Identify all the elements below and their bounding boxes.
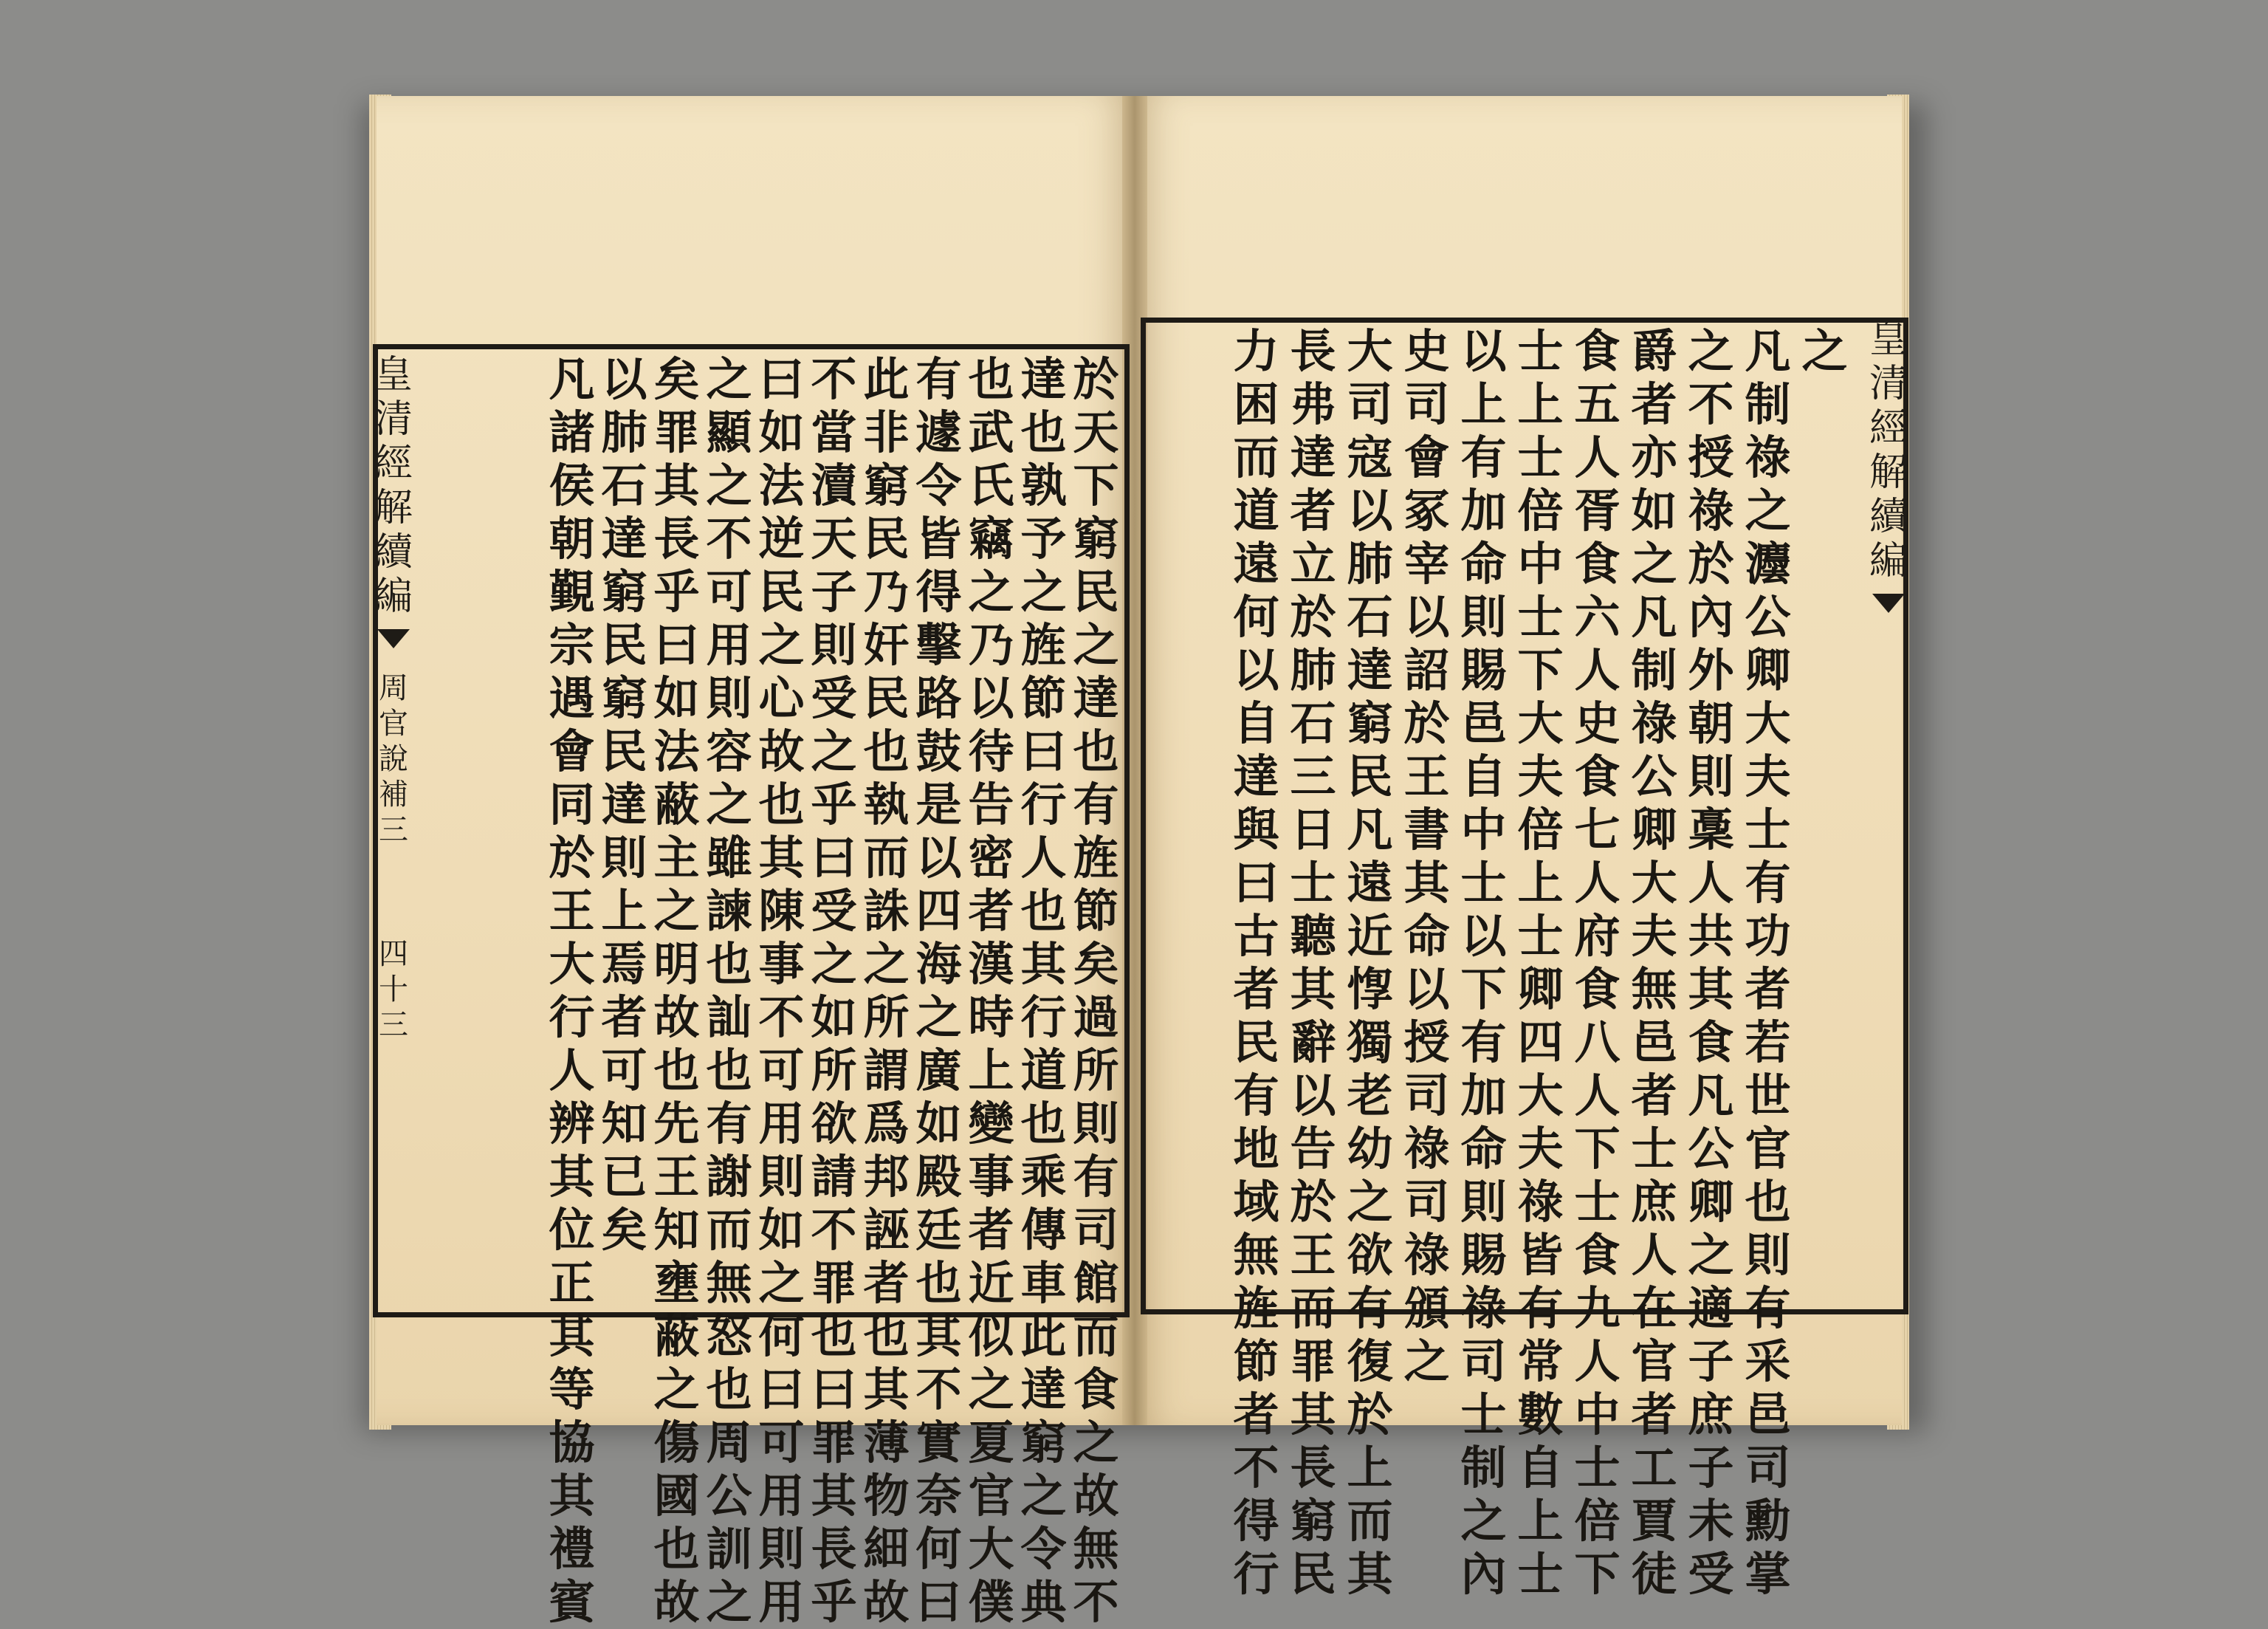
text-column: 有遽令皆得擊路鼓是以四海之廣如殿廷也其不實奈何曰 [915, 352, 962, 1629]
fish-tail-mark [377, 629, 410, 648]
right-banxin [1868, 318, 1909, 623]
text-column: 曰如法逆民之心故也其陳事不可用則如之何曰可用則用 [758, 352, 805, 1629]
left-banxin-page-number: 四十三 [379, 937, 408, 1042]
left-text-columns [421, 352, 1122, 1629]
text-column: 之 [1801, 324, 1848, 378]
text-column: 爵者亦如之凡制祿公卿大夫無邑者士庶人在官者工賈徒 [1631, 324, 1677, 1601]
text-column: 此非窮民乃奸民也執而誅之所謂爲邦誣者也其薄物細故 [863, 352, 910, 1629]
right-text-columns [1174, 324, 1853, 1601]
text-column: 於天下窮民之達也有旌節矣過所則有司館而食之故無不 [1073, 352, 1119, 1629]
text-column: 以上有加命則賜邑自中士以下有加命則賜祿司士制之內 [1460, 324, 1507, 1601]
left-banxin-title: 皇清經解續編 [374, 353, 413, 619]
text-column: 以肺石達窮民窮民達則上焉者可知已矣 [601, 352, 647, 1257]
text-column: 食五人胥食六人史食七人府食八人下士食九人中士倍下 [1574, 324, 1621, 1601]
text-column: 也武氏竊之乃以待告密者漢時上變事者近似之夏官大僕 [968, 352, 1014, 1629]
left-banxin-subtitle: 周官說補三 [379, 671, 408, 847]
text-column: 力困而道遠何以自達與曰古者民有地域無旌節者不得行 [1233, 324, 1279, 1601]
right-banxin-title: 皇清經解續編 [1869, 318, 1908, 583]
text-column: 士上士倍中士下大夫倍上士卿四大夫祿皆有常數自上士 [1517, 324, 1564, 1601]
text-column: 之顯之不可用則容之雖諫也訕也有謝而無怒也周公訓之 [706, 352, 752, 1629]
fish-tail-mark [1872, 594, 1905, 613]
text-column: 長弗達者立於肺石三日士聽其辭以告於王而罪其長窮民 [1290, 324, 1336, 1601]
text-column: 不當瀆天子則受之乎曰受之如所欲請不罪也曰罪其長乎 [811, 352, 857, 1629]
text-column: 之不授祿於內外朝則稾人共其食凡公卿之適子庶子未受 [1688, 324, 1734, 1601]
text-column: 矣罪其長乎曰如法蔽主之明故也先王知壅蔽之傷國也故 [653, 352, 700, 1629]
text-column: 凡諸侯朝覲宗遇會同於王大行人辨其位正其等協其禮賓 [549, 352, 595, 1629]
text-column: 凡制祿之灋公卿大夫士有功者若世官也則有采邑司勳掌 [1745, 324, 1791, 1601]
text-column: 達也孰予之旌節曰行人也其行道也乘傳車此達窮之令典 [1020, 352, 1067, 1629]
text-column: 史司會冢宰以詔於王書其命以授司祿司祿頒之 [1403, 324, 1450, 1388]
text-column: 大司寇以肺石達窮民凡遠近惸獨老幼之欲有復於上而其 [1347, 324, 1393, 1601]
left-banxin [373, 353, 414, 1043]
